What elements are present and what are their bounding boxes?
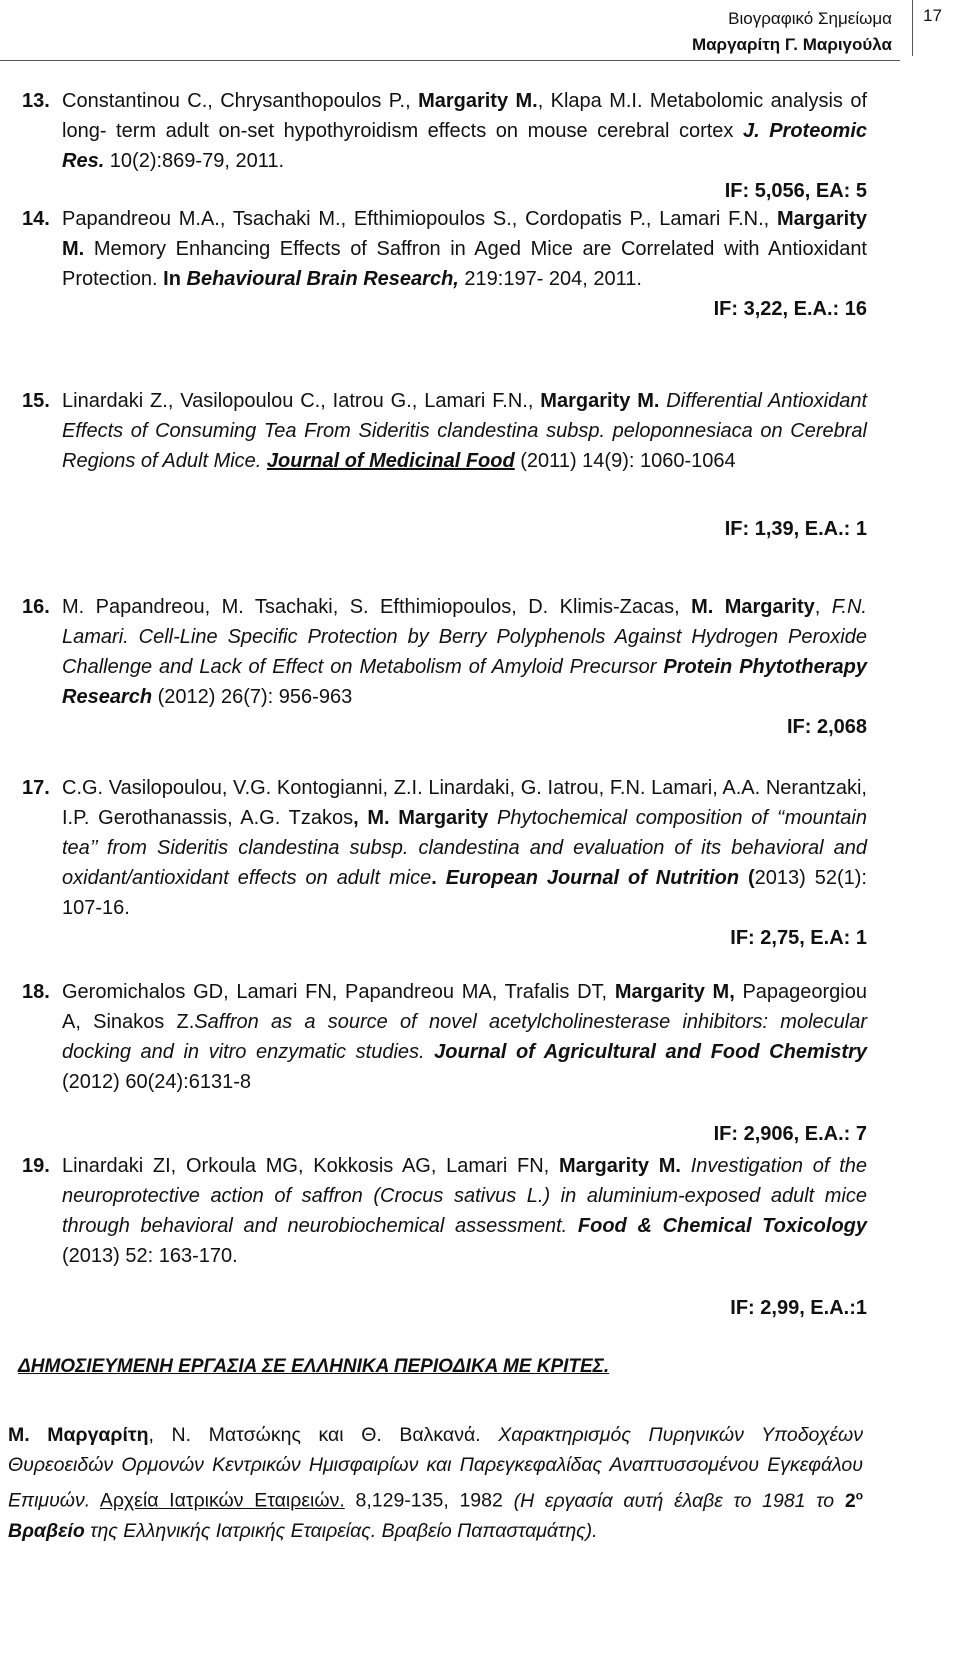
ref-authors: Constantinou C., Chrysanthopoulos P.,: [62, 90, 419, 112]
ref-journal: European Journal of Nutrition: [445, 867, 740, 889]
impact-factor: IF: 1,39, E.A.: 1: [724, 518, 867, 540]
ref-journal: Journal of Medicinal Food: [266, 450, 515, 472]
reference-13: [22, 86, 867, 206]
impact-factor: IF: 2,068: [786, 716, 867, 738]
ref-authors: Linardaki ZI, Orkoula MG, Kokkosis AG, Lamari FN,: [62, 1155, 559, 1177]
ref-title: Differential Antioxidant Effects of Consuming Tea From Sideritis clandestina subsp. peloponnesiaca on Cerebral Regions of Adult Mice.: [62, 390, 868, 472]
impact-factor: IF: 2,75, E.A: 1: [730, 927, 867, 949]
reference-16: [22, 592, 867, 742]
reference-14: [22, 204, 867, 324]
ref-journal: Behavioural Brain Research,: [186, 268, 459, 290]
ref-journal: Journal of Agricultural and Food Chemistry: [434, 1041, 867, 1063]
ref-highlight-author: Μ. Μαργαρίτη: [8, 1424, 149, 1446]
reference-18: [22, 977, 867, 1149]
ref-paren: (: [739, 867, 755, 889]
impact-factor: IF: 5,056, EA: 5: [724, 180, 867, 202]
page-number: 17: [912, 0, 960, 56]
ref-citation: (2012) 26(7): 956-963: [152, 686, 353, 708]
ref-title: , Klapa M.I. Metabolomic analysis of long- term adult on-set hypothyroidism effects on mouse cerebral cortex: [62, 90, 867, 142]
ref-citation: 10(2):869-79, 2011.: [104, 150, 285, 172]
ref-highlight-author: Margarity M,: [614, 981, 735, 1003]
ref-title: Investigation of the neuroprotective action of saffron (Crocus sativus L.) in aluminium-exposed adult mice through behavioral and neurobiochemical assessment.: [62, 1155, 867, 1237]
ref-title: Saffron as a source of novel acetylcholinesterase inhibitors: molecular docking and in vitro enzymatic studies.: [62, 1011, 867, 1063]
ref-body: [62, 977, 867, 1097]
ref-citation: 2013) 52(1): 107-16.: [62, 867, 867, 919]
ref-body: [62, 773, 867, 923]
ref-in: In: [163, 268, 187, 290]
award-ordinal: ο: [855, 1488, 864, 1502]
ref-title: F.N. Lamari. Cell-Line Specific Protection by Berry Polyphenols Against Hydrogen Peroxide Challenge and Lack of Effect on Metabolism of Amyloid Precursor: [62, 596, 867, 678]
ref-authors-cont: Papageorgiou A, Sinakos Z.: [62, 981, 867, 1033]
ref-authors: C.G. Vasilopoulou, V.G. Kontogianni, Z.I. Linardaki, G. Iatrou, F.N. Lamari, A.A. Nerantzaki, I.P. Gerothanassis, A.G. Tzakos: [62, 777, 867, 829]
ref-body: [62, 86, 867, 176]
ref-journal: J. Proteomic Res.: [62, 120, 867, 172]
award-number: 2: [844, 1489, 856, 1512]
impact-factor: IF: 3,22, E.A.: 16: [713, 298, 867, 320]
ref-citation: 8,129-135, 1982: [344, 1489, 503, 1512]
award-note-open: (Η εργασία αυτή έλαβε το 1981 το: [513, 1489, 845, 1512]
ref-highlight-author: Margarity M.: [62, 208, 867, 260]
ref-body: [62, 386, 867, 476]
ref-number: 19.: [22, 1155, 50, 1177]
impact-factor: IF: 2,99, E.A.:1: [730, 1297, 867, 1319]
ref-title: Χαρακτηρισμός Πυρηνικών Υποδοχέων Θυρεοειδών Ορμονών Κεντρικών Ημισφαιρίων και Παρεγκεφαλίδας Αναπτυσσομένου Εγκεφάλου Επιμυών.: [8, 1424, 863, 1512]
reference-15: [22, 386, 867, 544]
ref-authors: , Ν. Ματσώκης και Θ. Βαλκανά.: [148, 1424, 499, 1446]
ref-space: [90, 1490, 100, 1512]
ref-citation: (2012) 60(24):6131-8: [62, 1071, 252, 1093]
impact-factor: IF: 2,906, E.A.: 7: [713, 1123, 867, 1145]
ref-highlight-author: Margarity M.: [418, 90, 538, 112]
ref-citation: (2011) 14(9): 1060-1064: [514, 450, 736, 472]
ref-number: 17.: [22, 777, 50, 799]
ref-dot: .: [431, 867, 437, 889]
ref-authors: Geromichalos GD, Lamari FN, Papandreou MA, Trafalis DT,: [62, 981, 615, 1003]
ref-authors: M. Papandreou, M. Tsachaki, S. Efthimiopoulos, D. Klimis-Zacas,: [62, 596, 692, 618]
ref-highlight-author: M. Margarity: [691, 596, 815, 618]
ref-number: 15.: [22, 390, 50, 412]
ref-citation: (2013) 52: 163-170.: [62, 1245, 238, 1267]
greek-publication: [8, 1420, 863, 1546]
ref-journal: Protein Phytotherapy Research: [62, 656, 868, 708]
ref-title: Phytochemical composition of ‘‘mountain tea’’ from Sideritis clandestina subsp. clandestina and evaluation of its behavioral and oxidant/antioxidant effects on adult mice: [62, 807, 867, 889]
ref-journal: Αρχεία Ιατρικών Εταιρειών.: [99, 1489, 345, 1512]
ref-highlight-author: Margarity M.: [540, 390, 660, 412]
ref-number: 16.: [22, 596, 50, 618]
ref-body: [62, 204, 867, 294]
ref-number: 18.: [22, 981, 50, 1003]
reference-17: [22, 773, 867, 953]
ref-highlight-author: Margarity M.: [558, 1155, 681, 1177]
reference-19: [22, 1151, 867, 1323]
ref-authors: Papandreou M.A., Tsachaki M., Efthimiopoulos S., Cordopatis P., Lamari F.N.,: [62, 208, 777, 230]
ref-citation: 219:197- 204, 2011.: [458, 268, 642, 290]
ref-journal: Food & Chemical Toxicology: [577, 1215, 867, 1237]
ref-body: [62, 1151, 867, 1271]
ref-number: 13.: [22, 90, 50, 112]
page-header: [692, 6, 892, 58]
award-name: Βραβείο: [8, 1519, 85, 1542]
section-heading: ΔΗΜΟΣΙΕΥΜΕΝΗ ΕΡΓΑΣΙΑ ΣΕ ΕΛΛΗΝΙΚΑ ΠΕΡΙΟΔΙΚΑ ΜΕ ΚΡΙΤΕΣ.: [18, 1356, 610, 1377]
ref-number: 14.: [22, 208, 50, 230]
ref-sep: ,: [814, 596, 832, 618]
header-author: Μαργαρίτη Γ. Μαριγούλα: [691, 35, 892, 54]
ref-highlight-author: , M. Margarity: [353, 807, 489, 829]
ref-authors: Linardaki Z., Vasilopoulou C., Iatrou G., Lamari F.N.,: [62, 390, 541, 412]
award-note-close: της Ελληνικής Ιατρικής Εταιρείας. Βραβείο Παπασταμάτης).: [84, 1519, 598, 1542]
ref-title: Memory Enhancing Effects of Saffron in Aged Mice are Correlated with Antioxidant Protection.: [62, 238, 867, 290]
header-title: Βιογραφικό Σημείωμα: [728, 9, 892, 28]
ref-body: [62, 592, 867, 712]
header-divider: [0, 60, 900, 61]
